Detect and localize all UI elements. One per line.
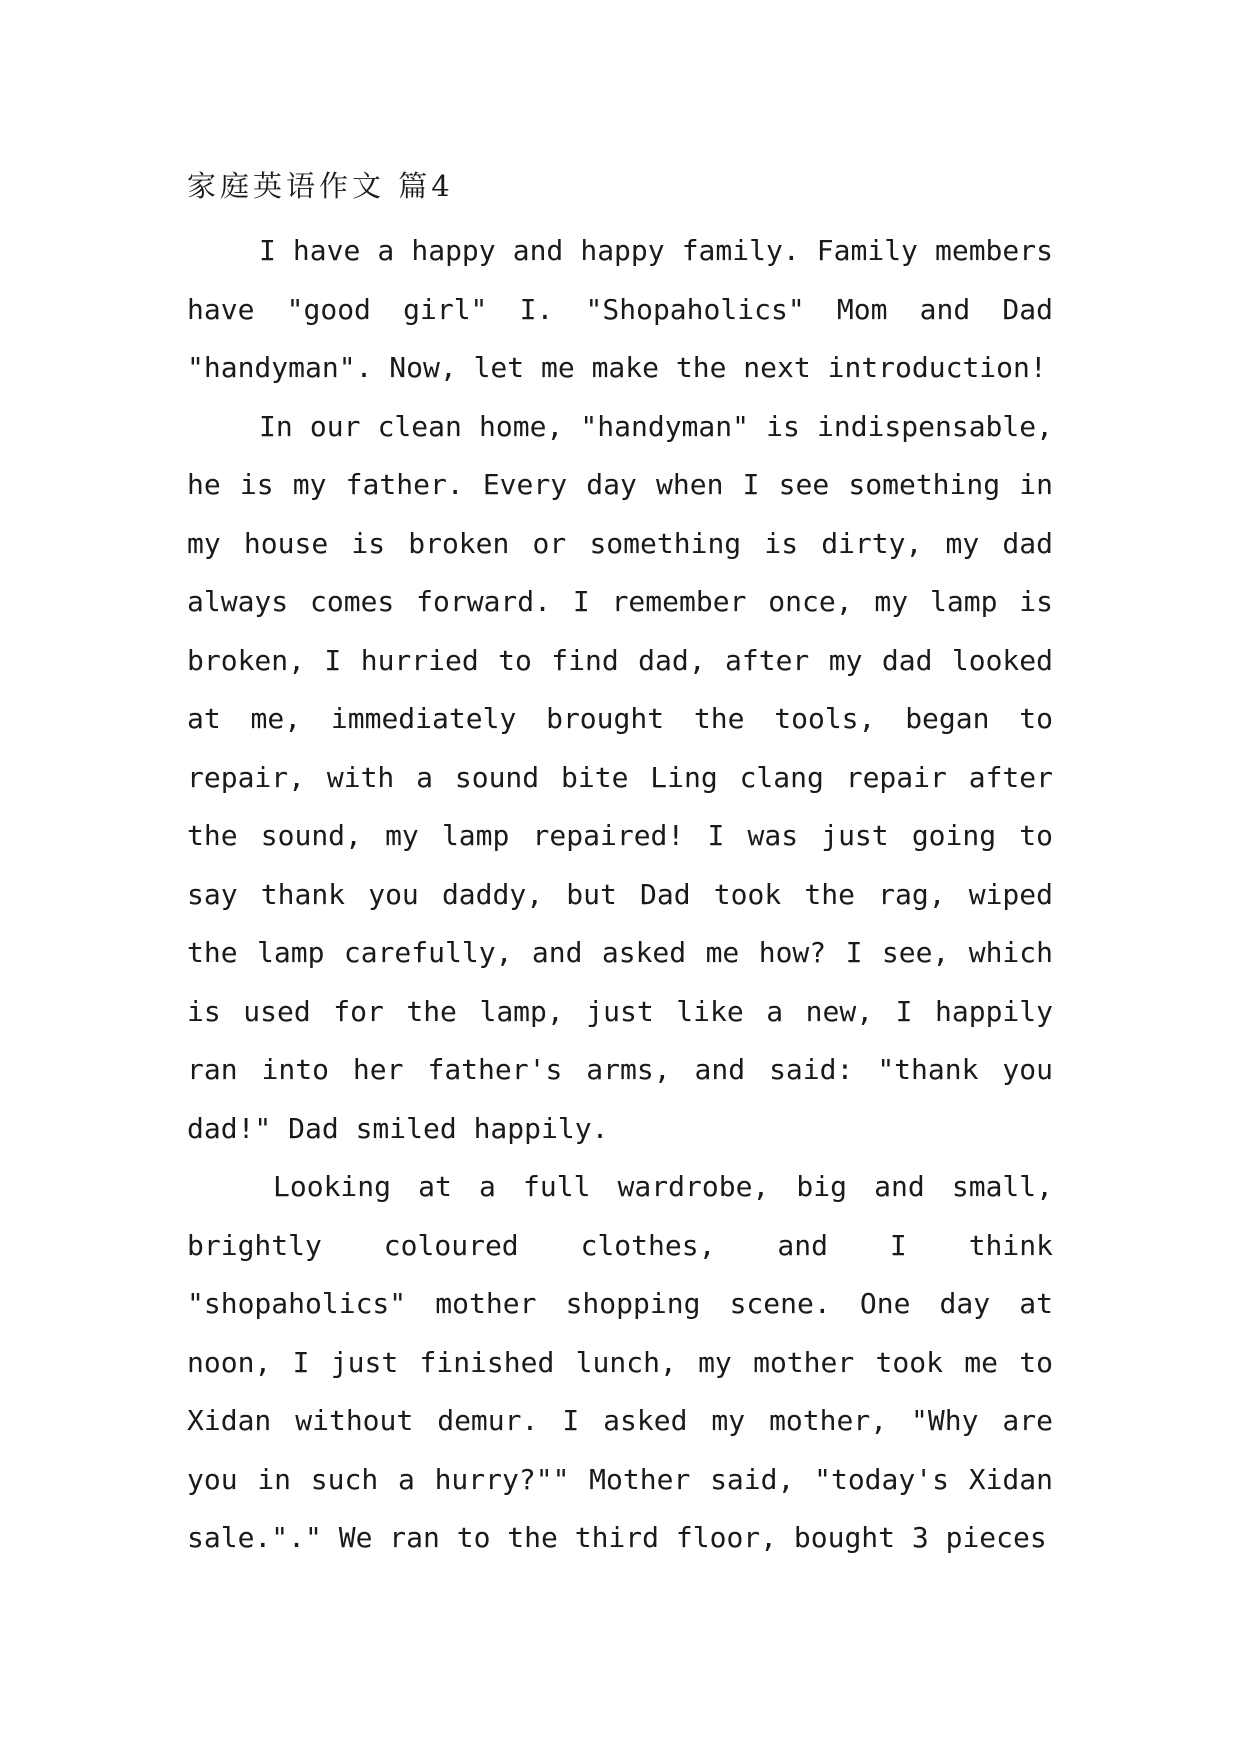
paragraph-shopaholic-mom: Looking at a full wardrobe, big and small, brightly coloured clothes, and I think "shopaholics" mother shopping scene. One day at noon, I just finished lunch, my mother took me to Xidan without demur. I asked my mother, "Why are you in such a hurry?"" Mother said, "today's Xidan sale."." We ran to the third floor, bought 3 pieces — [187, 1170, 1053, 1554]
paragraph-family-intro: I have a happy and happy family. Family members have "good girl" I. "Shopaholics" Mom and Dad "handyman". Now, let me make the next introduction! — [187, 234, 1053, 384]
document-page — [187, 160, 1053, 1568]
paragraph-handyman-dad: In our clean home, "handyman" is indispensable, he is my father. Every day when I see something in my house is broken or something is dirty, my dad always comes forward. I remember once, my lamp is broken, I hurried to find dad, after my dad looked at me, immediately brought the tools, began to repair, with a sound bite Ling clang repair after the sound, my lamp repaired! I was just going to say thank you daddy, but Dad took the rag, wiped the lamp carefully, and asked me how? I see, which is used for the lamp, just like a new, I happily ran into her father's arms, and said: "thank you dad!" Dad smiled happily. — [187, 409, 1053, 1145]
document-title: 家庭英语作文 篇4 — [187, 169, 454, 203]
